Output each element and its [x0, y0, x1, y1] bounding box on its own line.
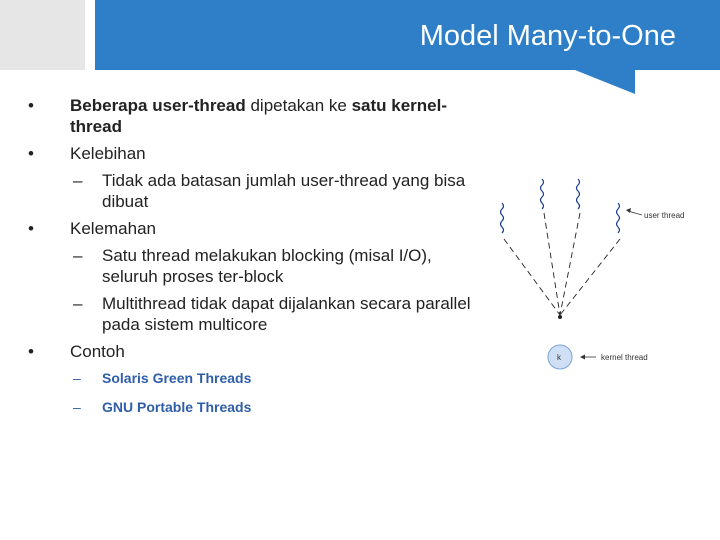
bullet-mapping-part1: Beberapa user-thread [70, 96, 246, 115]
slide-title: Model Many-to-One [419, 20, 676, 52]
dash-symbol: – [73, 294, 83, 313]
banner-tail [575, 70, 635, 94]
map-line-2 [544, 213, 560, 315]
many-to-one-diagram [480, 165, 700, 385]
sub-kelemahan-2 [28, 293, 488, 335]
bullet-kelemahan-text: Kelemahan [70, 219, 157, 238]
sub-kelebihan-1-text: Tidak ada batasan jumlah user-thread yang bisa dibuat [102, 171, 466, 211]
convergence-point [558, 315, 562, 319]
bullet-symbol: • [28, 144, 34, 163]
dash-symbol: – [73, 370, 81, 386]
bullet-symbol: • [28, 342, 34, 361]
header-gap [85, 0, 95, 70]
dash-symbol: – [73, 171, 83, 190]
bullet-kelebihan-text: Kelebihan [70, 144, 146, 163]
bullet-mapping [28, 95, 488, 137]
header-left-block [0, 0, 85, 70]
sub-kelemahan-2-text: Multithread tidak dapat dijalankan secara parallel pada sistem multicore [102, 294, 471, 334]
dash-symbol: – [73, 246, 83, 265]
bullet-contoh-text: Contoh [70, 342, 125, 361]
sub-contoh-2 [28, 397, 488, 418]
bullet-contoh [28, 341, 488, 362]
user-thread-1 [501, 203, 504, 233]
map-line-3 [560, 213, 580, 315]
bullet-mapping-part2: dipetakan ke [245, 96, 352, 115]
user-thread-arrowhead [626, 208, 631, 213]
bullet-symbol: • [28, 96, 34, 115]
user-thread-2 [541, 179, 544, 209]
user-thread-4 [617, 203, 620, 233]
sub-kelemahan-1-text: Satu thread melakukan blocking (misal I/O), seluruh proses ter-block [102, 246, 432, 286]
sub-contoh-1 [28, 368, 488, 389]
kernel-thread-arrowhead [580, 355, 585, 360]
sub-kelemahan-1 [28, 245, 488, 287]
bullet-kelemahan [28, 218, 488, 239]
kernel-thread-label: kernel thread [601, 353, 648, 362]
user-thread-label: user thread [644, 211, 685, 220]
map-line-1 [504, 239, 560, 315]
dash-symbol: – [73, 399, 81, 415]
bullet-kelebihan [28, 143, 488, 164]
sub-kelebihan-1 [28, 170, 488, 212]
sub-contoh-2-text: GNU Portable Threads [102, 399, 252, 415]
user-thread-3 [577, 179, 580, 209]
bullet-symbol: • [28, 219, 34, 238]
kernel-node-label: k [557, 353, 561, 362]
map-line-4 [560, 239, 620, 315]
slide-content [28, 95, 488, 426]
sub-contoh-1-text: Solaris Green Threads [102, 370, 252, 386]
title-banner [95, 0, 720, 70]
bullet-mapping-part3: satu kernel-thread [70, 96, 448, 136]
